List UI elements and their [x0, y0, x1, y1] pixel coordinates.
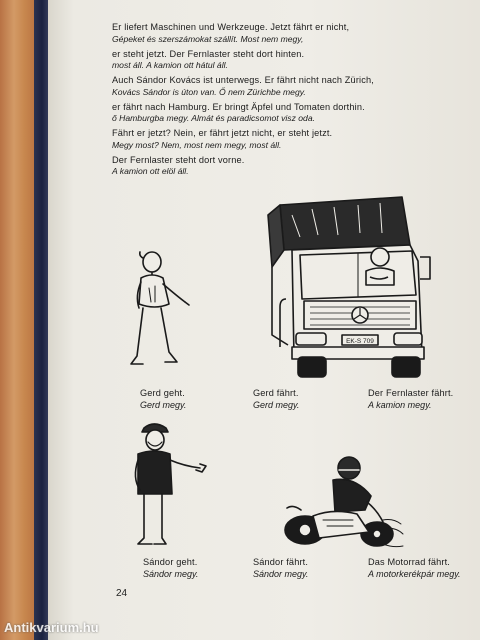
text-block: [112, 22, 462, 181]
caption-sandor-geht: [143, 557, 198, 580]
hungarian-line: A kamion ott elöl áll.: [112, 166, 189, 176]
caption-gerd-geht: [140, 388, 186, 411]
caption-german: Sándor geht.: [143, 557, 198, 567]
motorcycle-illustration: [283, 450, 408, 560]
german-line: Der Fernlaster steht dort vorne.: [112, 154, 245, 165]
german-line: er steht jetzt. Der Fernlaster steht dort hinten.: [112, 48, 305, 59]
caption-gerd-faehrt: [253, 388, 299, 411]
sandor-standing-illustration: [128, 420, 208, 550]
paragraph-5: [112, 128, 462, 151]
caption-german: Gerd fährt.: [253, 388, 299, 398]
german-line: Auch Sándor Kovács ist unterwegs. Er fährt nicht nach Zürich,: [112, 75, 374, 85]
gerd-walking-illustration: [125, 248, 200, 378]
caption-german: Sándor fährt.: [253, 557, 309, 567]
truck-illustration: [262, 195, 437, 380]
paragraph-6: [112, 155, 462, 178]
caption-hungarian: Sándor megy.: [253, 568, 309, 579]
caption-german: Der Fernlaster fährt.: [368, 388, 454, 398]
watermark: Antikvarium.hu: [4, 620, 99, 635]
caption-hungarian: A kamion megy.: [368, 399, 432, 410]
caption-fernlaster: [368, 388, 453, 411]
page-number: 24: [116, 588, 128, 599]
caption-hungarian: Gerd megy.: [140, 399, 187, 410]
german-line: er fährt nach Hamburg. Er bringt Äpfel und Tomaten dorthin.: [112, 101, 365, 112]
hungarian-line: ő Hamburgba megy. Almát és paradicsomot visz oda.: [112, 113, 315, 123]
hungarian-line: Megy most? Nem, most nem megy, most áll.: [112, 139, 282, 150]
paragraph-3: [112, 75, 462, 98]
caption-hungarian: Gerd megy.: [253, 399, 300, 410]
paragraph-2: [112, 49, 462, 72]
hungarian-line: most áll. A kamion ott hátul áll.: [112, 60, 228, 70]
paragraph-1: [112, 22, 462, 45]
license-plate: EK-S 709: [346, 338, 374, 345]
caption-hungarian: Sándor megy.: [143, 568, 199, 579]
caption-german: Gerd geht.: [140, 388, 185, 398]
caption-german: Das Motorrad fährt.: [368, 557, 450, 567]
hungarian-line: Kovács Sándor is úton van. Ő nem Zürichbe megy.: [112, 86, 306, 97]
paragraph-4: [112, 102, 462, 125]
caption-motorrad: [368, 557, 461, 580]
german-line: Fährt er jetzt? Nein, er fährt jetzt nicht, er steht jetzt.: [112, 128, 333, 138]
caption-sandor-faehrt: [253, 557, 308, 580]
german-line: Er liefert Maschinen und Werkzeuge. Jetzt fährt er nicht,: [112, 22, 350, 32]
hungarian-line: Gépeket és szerszámokat szállít. Most nem megy,: [112, 33, 304, 44]
caption-hungarian: A motorkerékpár megy.: [368, 568, 461, 579]
